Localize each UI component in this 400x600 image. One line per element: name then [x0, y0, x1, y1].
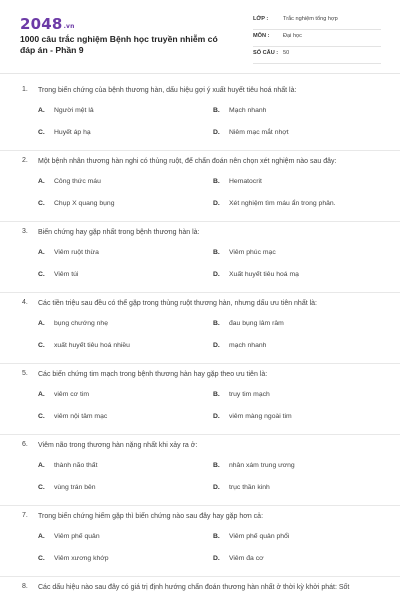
question-text: Các biến chứng tim mạch trong bệnh thương hàn hay gặp theo ưu tiên là:	[38, 371, 268, 378]
meta-row-subject	[253, 30, 381, 47]
option-d[interactable]	[213, 129, 289, 136]
question-item	[0, 293, 400, 364]
question-text: Một bệnh nhân thương hàn nghi có thủng ruột, để chẩn đoán nên chọn xét nghiệm nào sau đây:	[38, 158, 337, 165]
option-key: B.	[213, 533, 220, 540]
option-key: C.	[38, 484, 45, 491]
option-text: nhân xám trung ương	[229, 462, 295, 469]
option-text: thành não thất	[54, 462, 98, 469]
option-key: D.	[213, 342, 220, 349]
option-key: D.	[213, 484, 220, 491]
question-text: Các dấu hiệu nào sau đây có giá trị định hướng chẩn đoán thương hàn nhất ở thời kỳ khởi phát: Sốt	[38, 584, 350, 591]
option-text: bụng chướng nhẹ	[54, 320, 108, 327]
option-key: B.	[213, 462, 220, 469]
option-a[interactable]	[38, 320, 108, 327]
question-number: 4.	[22, 299, 28, 306]
option-b[interactable]	[213, 178, 262, 185]
question-text: Trong biến chứng hiếm gặp thì biến chứng nào sau đây hay gặp hơn cả:	[38, 513, 264, 520]
option-key: A.	[38, 249, 45, 256]
option-b[interactable]	[213, 462, 295, 469]
option-key: A.	[38, 391, 45, 398]
option-key: D.	[213, 129, 220, 136]
option-key: D.	[213, 271, 220, 278]
option-c[interactable]	[38, 342, 130, 349]
option-a[interactable]	[38, 391, 89, 398]
question-item	[0, 222, 400, 293]
option-d[interactable]	[213, 200, 336, 207]
option-a[interactable]	[38, 462, 97, 469]
option-a[interactable]	[38, 107, 94, 114]
option-d[interactable]	[213, 555, 264, 562]
option-key: A.	[38, 533, 45, 540]
option-b[interactable]	[213, 107, 266, 114]
option-key: B.	[213, 107, 220, 114]
option-text: viêm màng ngoài tim	[229, 413, 292, 420]
option-text: Niêm mạc mắt nhợt	[229, 129, 289, 136]
option-key: D.	[213, 555, 220, 562]
question-item	[0, 364, 400, 435]
option-text: vùng trán bên	[54, 484, 96, 491]
option-d[interactable]	[213, 413, 292, 420]
option-text: viêm nội tâm mạc	[54, 413, 108, 420]
option-text: viêm cơ tim	[54, 391, 90, 398]
option-key: A.	[38, 462, 45, 469]
question-number: 7.	[22, 512, 28, 519]
meta-label: MÔN :	[253, 33, 270, 39]
option-key: B.	[213, 320, 220, 327]
option-text: Viêm ruột thừa	[54, 249, 99, 256]
option-key: C.	[38, 555, 45, 562]
document-meta	[253, 13, 381, 64]
option-b[interactable]	[213, 533, 289, 540]
option-text: Người mệt lả	[54, 107, 94, 114]
option-b[interactable]	[213, 249, 276, 256]
option-key: A.	[38, 178, 45, 185]
option-text: Huyết áp hạ	[54, 129, 91, 136]
site-logo[interactable]	[20, 15, 75, 33]
meta-row-class	[253, 13, 381, 30]
question-item	[0, 506, 400, 577]
option-b[interactable]	[213, 320, 284, 327]
question-item	[0, 435, 400, 506]
document-header	[0, 0, 400, 80]
question-text: Biến chứng hay gặp nhất trong bệnh thương hàn là:	[38, 229, 200, 236]
option-text: Viêm túi	[54, 271, 79, 278]
question-number: 3.	[22, 228, 28, 235]
option-a[interactable]	[38, 249, 99, 256]
option-c[interactable]	[38, 271, 78, 278]
question-text: Viêm não trong thương hàn nặng nhất khi xảy ra ở:	[38, 442, 198, 449]
option-key: C.	[38, 271, 45, 278]
meta-row-question-count	[253, 47, 381, 64]
option-c[interactable]	[38, 129, 91, 136]
header-divider	[0, 73, 400, 74]
option-key: C.	[38, 129, 45, 136]
option-key: B.	[213, 178, 220, 185]
option-text: Viêm đa cơ	[229, 555, 264, 562]
question-number: 8.	[22, 583, 28, 590]
option-text: Công thức máu	[54, 178, 101, 185]
question-number: 1.	[22, 86, 28, 93]
option-c[interactable]	[38, 555, 109, 562]
option-key: C.	[38, 413, 45, 420]
question-text: Các tiền triệu sau đều có thể gặp trong thủng ruột thương hàn, nhưng dấu ưu tiên nhất là:	[38, 300, 318, 307]
option-key: A.	[38, 320, 45, 327]
option-text: trục thần kinh	[229, 484, 270, 491]
document-title: 1000 câu trắc nghiệm Bệnh học truyền nhiễm có đáp án - Phần 9	[20, 34, 218, 55]
option-text: xuất huyết tiêu hoá nhiều	[54, 342, 130, 349]
question-number: 5.	[22, 370, 28, 377]
option-text: Viêm phế quản	[54, 533, 100, 540]
question-number: 2.	[22, 157, 28, 164]
option-text: Mạch nhanh	[229, 107, 267, 114]
option-text: mạch nhanh	[229, 342, 267, 349]
meta-label: SỐ CÂU :	[253, 50, 279, 56]
option-text: Hematocrit	[229, 178, 262, 185]
option-c[interactable]	[38, 200, 114, 207]
meta-label: LỚP :	[253, 16, 269, 22]
option-key: D.	[213, 413, 220, 420]
option-d[interactable]	[213, 271, 299, 278]
question-text: Trong biến chứng của bệnh thương hàn, dấu hiệu gợi ý xuất huyết tiêu hoá nhất là:	[38, 87, 297, 94]
option-a[interactable]	[38, 178, 101, 185]
option-text: đau bụng lâm râm	[229, 320, 284, 327]
question-item	[0, 151, 400, 222]
option-key: C.	[38, 342, 45, 349]
option-key: B.	[213, 249, 220, 256]
option-key: C.	[38, 200, 45, 207]
question-number: 6.	[22, 441, 28, 448]
logo-text: 2048	[20, 15, 63, 33]
option-text: Viêm xương khớp	[54, 555, 109, 562]
option-a[interactable]	[38, 533, 100, 540]
option-text: Xuất huyết tiêu hoá mạ	[229, 271, 299, 278]
question-item	[0, 80, 400, 151]
option-b[interactable]	[213, 391, 270, 398]
option-text: Xét nghiệm tìm máu ẩn trong phân.	[229, 200, 336, 207]
option-c[interactable]	[38, 413, 107, 420]
option-text: Chụp X quang bụng	[54, 200, 115, 207]
question-item	[0, 577, 400, 600]
option-d[interactable]	[213, 484, 270, 491]
meta-value: 50	[283, 50, 290, 56]
option-key: D.	[213, 200, 220, 207]
meta-value: Đại học	[283, 33, 302, 39]
option-text: Viêm phế quản phổi	[229, 533, 290, 540]
option-text: truy tim mạch	[229, 391, 270, 398]
option-c[interactable]	[38, 484, 96, 491]
option-key: A.	[38, 107, 45, 114]
meta-value: Trắc nghiệm tổng hợp	[283, 16, 338, 22]
question-list	[0, 80, 400, 600]
option-text: Viêm phúc mạc	[229, 249, 276, 256]
option-key: B.	[213, 391, 220, 398]
option-d[interactable]	[213, 342, 266, 349]
logo-domain: .vn	[63, 23, 75, 30]
